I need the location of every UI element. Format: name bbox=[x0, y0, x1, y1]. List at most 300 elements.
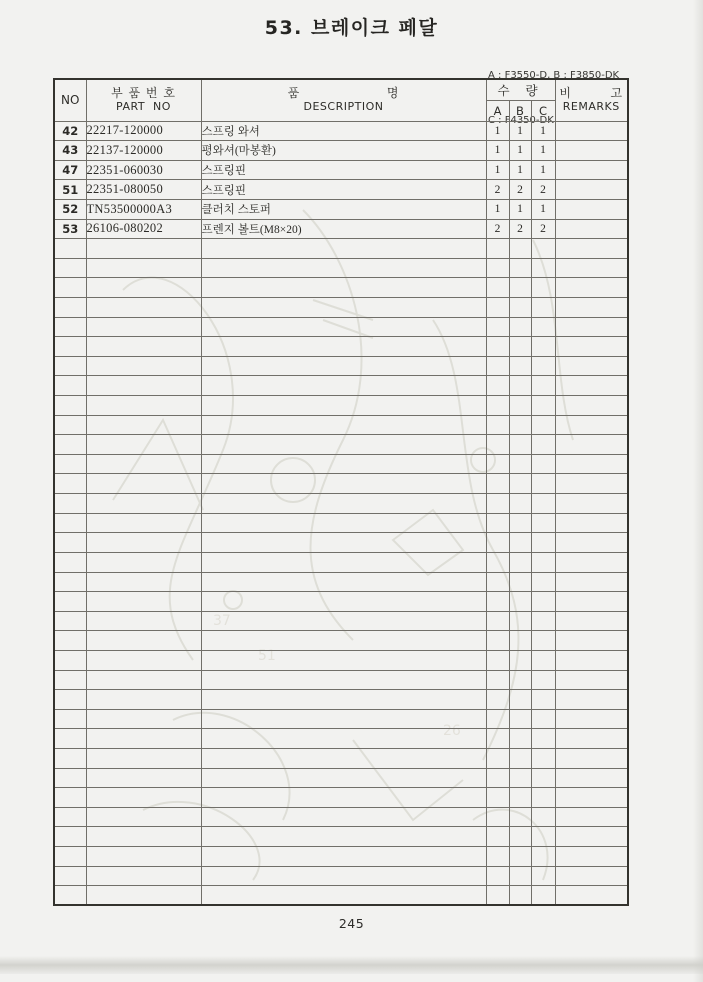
parts-table-body bbox=[54, 121, 628, 905]
cell-description bbox=[201, 866, 486, 886]
cell-description bbox=[201, 788, 486, 808]
cell-remarks bbox=[555, 650, 628, 670]
cell-qty_a bbox=[486, 317, 509, 337]
cell-qty_c bbox=[531, 396, 555, 416]
cell-no bbox=[54, 239, 86, 259]
cell-qty_c bbox=[531, 729, 555, 749]
cell-qty_c bbox=[531, 494, 555, 514]
cell-no bbox=[54, 454, 86, 474]
cell-description bbox=[201, 552, 486, 572]
cell-remarks bbox=[555, 239, 628, 259]
cell-no bbox=[54, 356, 86, 376]
cell-description bbox=[201, 709, 486, 729]
header-qty-col-c: C bbox=[531, 100, 555, 121]
cell-part_no: 22351-080050 bbox=[86, 180, 201, 200]
table-row-empty bbox=[54, 611, 628, 631]
cell-remarks bbox=[555, 827, 628, 847]
table-row-empty bbox=[54, 297, 628, 317]
cell-remarks bbox=[555, 258, 628, 278]
table-row-empty bbox=[54, 807, 628, 827]
cell-remarks bbox=[555, 278, 628, 298]
cell-qty_b bbox=[509, 670, 531, 690]
cell-part_no bbox=[86, 533, 201, 553]
header-remarks-kr: 비 고 bbox=[559, 86, 624, 101]
cell-part_no bbox=[86, 356, 201, 376]
cell-description: 스프링핀 bbox=[201, 160, 486, 180]
cell-description bbox=[201, 690, 486, 710]
cell-no bbox=[54, 317, 86, 337]
cell-qty_c: 1 bbox=[531, 160, 555, 180]
cell-remarks bbox=[555, 572, 628, 592]
header-quantity: 수 량 bbox=[486, 79, 555, 100]
cell-remarks bbox=[555, 886, 628, 906]
cell-qty_c: 2 bbox=[531, 219, 555, 239]
cell-part_no bbox=[86, 631, 201, 651]
cell-qty_b bbox=[509, 572, 531, 592]
variant-note-line-2: C : F4350-DK bbox=[488, 115, 554, 126]
cell-qty_a bbox=[486, 729, 509, 749]
cell-qty_b bbox=[509, 533, 531, 553]
cell-remarks bbox=[555, 749, 628, 769]
header-part-no-en: PART NO bbox=[116, 100, 171, 114]
table-row-empty bbox=[54, 768, 628, 788]
table-row-empty bbox=[54, 788, 628, 808]
table-row-empty bbox=[54, 533, 628, 553]
cell-qty_a bbox=[486, 670, 509, 690]
cell-no: 53 bbox=[54, 219, 86, 239]
cell-part_no bbox=[86, 592, 201, 612]
cell-description bbox=[201, 454, 486, 474]
table-row bbox=[54, 180, 628, 200]
cell-qty_b bbox=[509, 415, 531, 435]
cell-qty_a bbox=[486, 847, 509, 867]
cell-qty_b bbox=[509, 709, 531, 729]
table-row bbox=[54, 199, 628, 219]
table-row-empty bbox=[54, 337, 628, 357]
cell-part_no: TN53500000A3 bbox=[86, 199, 201, 219]
cell-qty_c bbox=[531, 788, 555, 808]
table-row-empty bbox=[54, 278, 628, 298]
cell-qty_a bbox=[486, 474, 509, 494]
cell-qty_a bbox=[486, 278, 509, 298]
header-qty-col-a: A bbox=[486, 100, 509, 121]
cell-remarks bbox=[555, 768, 628, 788]
cell-no bbox=[54, 415, 86, 435]
cell-no bbox=[54, 827, 86, 847]
cell-part_no bbox=[86, 278, 201, 298]
cell-qty_c bbox=[531, 807, 555, 827]
cell-no bbox=[54, 866, 86, 886]
cell-no bbox=[54, 435, 86, 455]
cell-qty_a bbox=[486, 690, 509, 710]
cell-remarks bbox=[555, 513, 628, 533]
header-description bbox=[201, 79, 486, 121]
cell-no bbox=[54, 513, 86, 533]
cell-description bbox=[201, 513, 486, 533]
cell-qty_b bbox=[509, 474, 531, 494]
cell-remarks bbox=[555, 180, 628, 200]
cell-part_no bbox=[86, 709, 201, 729]
cell-qty_a bbox=[486, 258, 509, 278]
cell-no bbox=[54, 494, 86, 514]
cell-qty_a bbox=[486, 866, 509, 886]
cell-part_no bbox=[86, 866, 201, 886]
cell-description bbox=[201, 611, 486, 631]
cell-qty_a bbox=[486, 435, 509, 455]
cell-no bbox=[54, 376, 86, 396]
cell-description bbox=[201, 317, 486, 337]
cell-description bbox=[201, 376, 486, 396]
cell-qty_c bbox=[531, 670, 555, 690]
table-row bbox=[54, 160, 628, 180]
cell-remarks bbox=[555, 709, 628, 729]
cell-part_no bbox=[86, 454, 201, 474]
cell-part_no bbox=[86, 847, 201, 867]
cell-no bbox=[54, 611, 86, 631]
cell-qty_c: 1 bbox=[531, 121, 555, 141]
cell-description bbox=[201, 807, 486, 827]
cell-remarks bbox=[555, 454, 628, 474]
header-description-kr: 품 명 bbox=[287, 86, 400, 101]
cell-part_no bbox=[86, 396, 201, 416]
table-row-empty bbox=[54, 454, 628, 474]
cell-qty_a bbox=[486, 494, 509, 514]
cell-remarks bbox=[555, 611, 628, 631]
cell-qty_c bbox=[531, 415, 555, 435]
cell-part_no bbox=[86, 337, 201, 357]
cell-part_no bbox=[86, 729, 201, 749]
page-number: 245 bbox=[338, 916, 365, 931]
cell-description: 프렌지 볼트(M8×20) bbox=[201, 219, 486, 239]
cell-qty_b bbox=[509, 337, 531, 357]
cell-remarks bbox=[555, 631, 628, 651]
cell-qty_c bbox=[531, 297, 555, 317]
cell-qty_a bbox=[486, 297, 509, 317]
table-row-empty bbox=[54, 513, 628, 533]
table-row-empty bbox=[54, 474, 628, 494]
cell-qty_c: 2 bbox=[531, 180, 555, 200]
cell-part_no bbox=[86, 494, 201, 514]
cell-qty_c bbox=[531, 768, 555, 788]
table-row-empty bbox=[54, 317, 628, 337]
cell-no bbox=[54, 749, 86, 769]
table-row-empty bbox=[54, 592, 628, 612]
cell-no bbox=[54, 631, 86, 651]
cell-part_no bbox=[86, 768, 201, 788]
cell-qty_c bbox=[531, 592, 555, 612]
cell-description bbox=[201, 572, 486, 592]
cell-no bbox=[54, 533, 86, 553]
cell-qty_b bbox=[509, 258, 531, 278]
cell-qty_b bbox=[509, 356, 531, 376]
cell-part_no: 22351-060030 bbox=[86, 160, 201, 180]
cell-remarks bbox=[555, 435, 628, 455]
cell-qty_a bbox=[486, 611, 509, 631]
cell-no: 42 bbox=[54, 121, 86, 141]
cell-qty_a bbox=[486, 396, 509, 416]
cell-description bbox=[201, 278, 486, 298]
cell-description bbox=[201, 435, 486, 455]
cell-qty_b bbox=[509, 827, 531, 847]
cell-remarks bbox=[555, 141, 628, 161]
cell-qty_b bbox=[509, 297, 531, 317]
cell-qty_c: 1 bbox=[531, 141, 555, 161]
cell-remarks bbox=[555, 670, 628, 690]
cell-description bbox=[201, 592, 486, 612]
cell-description bbox=[201, 670, 486, 690]
table-row-empty bbox=[54, 650, 628, 670]
cell-qty_b bbox=[509, 376, 531, 396]
cell-qty_a: 1 bbox=[486, 141, 509, 161]
cell-qty_a bbox=[486, 650, 509, 670]
cell-no: 51 bbox=[54, 180, 86, 200]
cell-qty_c bbox=[531, 886, 555, 906]
svg-text:51: 51 bbox=[258, 648, 276, 664]
cell-no bbox=[54, 258, 86, 278]
cell-qty_b bbox=[509, 886, 531, 906]
cell-qty_c bbox=[531, 337, 555, 357]
cell-qty_c bbox=[531, 474, 555, 494]
cell-qty_c bbox=[531, 258, 555, 278]
cell-qty_a bbox=[486, 513, 509, 533]
cell-description bbox=[201, 396, 486, 416]
cell-qty_a bbox=[486, 631, 509, 651]
cell-remarks bbox=[555, 317, 628, 337]
cell-description bbox=[201, 847, 486, 867]
cell-qty_c bbox=[531, 611, 555, 631]
cell-description bbox=[201, 494, 486, 514]
cell-qty_b bbox=[509, 278, 531, 298]
cell-remarks bbox=[555, 415, 628, 435]
cell-no bbox=[54, 847, 86, 867]
cell-description bbox=[201, 768, 486, 788]
cell-qty_a: 1 bbox=[486, 160, 509, 180]
svg-text:37: 37 bbox=[213, 613, 231, 629]
cell-description: 스프링핀 bbox=[201, 180, 486, 200]
cell-remarks bbox=[555, 376, 628, 396]
cell-qty_c bbox=[531, 827, 555, 847]
cell-description bbox=[201, 729, 486, 749]
cell-qty_c bbox=[531, 650, 555, 670]
cell-qty_b bbox=[509, 317, 531, 337]
table-row bbox=[54, 219, 628, 239]
cell-qty_c bbox=[531, 513, 555, 533]
cell-part_no bbox=[86, 886, 201, 906]
cell-qty_b bbox=[509, 239, 531, 259]
cell-qty_c: 1 bbox=[531, 199, 555, 219]
cell-description bbox=[201, 258, 486, 278]
table-row bbox=[54, 141, 628, 161]
cell-description bbox=[201, 650, 486, 670]
table-row-empty bbox=[54, 866, 628, 886]
cell-remarks bbox=[555, 533, 628, 553]
cell-no bbox=[54, 807, 86, 827]
cell-remarks bbox=[555, 866, 628, 886]
cell-no bbox=[54, 690, 86, 710]
cell-qty_a bbox=[486, 356, 509, 376]
table-row-empty bbox=[54, 690, 628, 710]
table-row-empty bbox=[54, 827, 628, 847]
cell-remarks bbox=[555, 474, 628, 494]
cell-qty_a bbox=[486, 376, 509, 396]
cell-qty_c bbox=[531, 749, 555, 769]
table-row-empty bbox=[54, 494, 628, 514]
cell-description bbox=[201, 415, 486, 435]
cell-part_no bbox=[86, 415, 201, 435]
cell-part_no bbox=[86, 513, 201, 533]
cell-part_no bbox=[86, 474, 201, 494]
cell-qty_c bbox=[531, 533, 555, 553]
header-no: NO bbox=[54, 79, 86, 121]
table-row-empty bbox=[54, 258, 628, 278]
cell-qty_a bbox=[486, 572, 509, 592]
cell-no bbox=[54, 297, 86, 317]
cell-qty_b bbox=[509, 650, 531, 670]
cell-qty_c bbox=[531, 356, 555, 376]
cell-qty_b: 2 bbox=[509, 219, 531, 239]
cell-remarks bbox=[555, 396, 628, 416]
cell-qty_b bbox=[509, 690, 531, 710]
svg-text:26: 26 bbox=[443, 723, 461, 739]
cell-description bbox=[201, 886, 486, 906]
cell-description bbox=[201, 533, 486, 553]
cell-qty_b: 2 bbox=[509, 180, 531, 200]
cell-qty_b bbox=[509, 494, 531, 514]
cell-remarks bbox=[555, 592, 628, 612]
scan-edge-artifact-bottom bbox=[0, 956, 703, 974]
cell-qty_c bbox=[531, 435, 555, 455]
cell-qty_c bbox=[531, 709, 555, 729]
cell-no: 47 bbox=[54, 160, 86, 180]
cell-no: 43 bbox=[54, 141, 86, 161]
cell-qty_a bbox=[486, 749, 509, 769]
cell-remarks bbox=[555, 337, 628, 357]
cell-qty_b bbox=[509, 396, 531, 416]
cell-part_no bbox=[86, 690, 201, 710]
table-row-empty bbox=[54, 729, 628, 749]
cell-part_no: 26106-080202 bbox=[86, 219, 201, 239]
cell-qty_b bbox=[509, 749, 531, 769]
cell-remarks bbox=[555, 160, 628, 180]
cell-remarks bbox=[555, 690, 628, 710]
cell-qty_a: 2 bbox=[486, 219, 509, 239]
table-row-empty bbox=[54, 415, 628, 435]
cell-part_no: 22217-120000 bbox=[86, 121, 201, 141]
header-part-no-kr: 부 품 번 호 bbox=[111, 86, 176, 101]
cell-qty_b bbox=[509, 866, 531, 886]
header-part-no bbox=[86, 79, 201, 121]
cell-description bbox=[201, 749, 486, 769]
cell-qty_b bbox=[509, 788, 531, 808]
header-description-en: DESCRIPTION bbox=[303, 100, 384, 114]
cell-qty_a bbox=[486, 768, 509, 788]
cell-qty_c bbox=[531, 454, 555, 474]
cell-part_no bbox=[86, 435, 201, 455]
cell-part_no bbox=[86, 552, 201, 572]
parts-table-header bbox=[54, 79, 628, 121]
table-row-empty bbox=[54, 847, 628, 867]
cell-description: 클러치 스토퍼 bbox=[201, 199, 486, 219]
cell-part_no bbox=[86, 827, 201, 847]
cell-qty_c bbox=[531, 866, 555, 886]
cell-no bbox=[54, 709, 86, 729]
table-row-empty bbox=[54, 709, 628, 729]
cell-part_no bbox=[86, 258, 201, 278]
cell-qty_a bbox=[486, 827, 509, 847]
cell-part_no bbox=[86, 650, 201, 670]
cell-qty_a bbox=[486, 552, 509, 572]
cell-no bbox=[54, 886, 86, 906]
cell-no bbox=[54, 592, 86, 612]
cell-qty_a bbox=[486, 788, 509, 808]
cell-qty_a bbox=[486, 239, 509, 259]
cell-qty_a bbox=[486, 415, 509, 435]
cell-qty_c bbox=[531, 690, 555, 710]
cell-qty_c bbox=[531, 572, 555, 592]
scan-edge-artifact-right bbox=[693, 0, 703, 982]
cell-part_no bbox=[86, 749, 201, 769]
cell-qty_b bbox=[509, 552, 531, 572]
cell-description bbox=[201, 337, 486, 357]
cell-qty_a bbox=[486, 709, 509, 729]
cell-no bbox=[54, 788, 86, 808]
table-row-empty bbox=[54, 572, 628, 592]
cell-qty_b bbox=[509, 729, 531, 749]
cell-remarks bbox=[555, 788, 628, 808]
cell-no bbox=[54, 552, 86, 572]
cell-description bbox=[201, 474, 486, 494]
cell-remarks bbox=[555, 121, 628, 141]
cell-remarks bbox=[555, 297, 628, 317]
cell-part_no bbox=[86, 572, 201, 592]
cell-qty_b bbox=[509, 592, 531, 612]
table-row-empty bbox=[54, 631, 628, 651]
table-row-empty bbox=[54, 670, 628, 690]
cell-part_no bbox=[86, 670, 201, 690]
cell-qty_a bbox=[486, 592, 509, 612]
cell-qty_c bbox=[531, 376, 555, 396]
cell-qty_b bbox=[509, 513, 531, 533]
header-qty-col-b: B bbox=[509, 100, 531, 121]
cell-qty_a bbox=[486, 454, 509, 474]
cell-description: 평와셔(마봉환) bbox=[201, 141, 486, 161]
cell-no: 52 bbox=[54, 199, 86, 219]
cell-qty_c bbox=[531, 552, 555, 572]
cell-no bbox=[54, 278, 86, 298]
table-row bbox=[54, 121, 628, 141]
cell-part_no bbox=[86, 788, 201, 808]
cell-part_no bbox=[86, 376, 201, 396]
header-remarks-en: REMARKS bbox=[562, 100, 620, 114]
cell-remarks bbox=[555, 199, 628, 219]
cell-qty_a bbox=[486, 807, 509, 827]
cell-qty_a bbox=[486, 886, 509, 906]
cell-no bbox=[54, 670, 86, 690]
cell-qty_a: 1 bbox=[486, 199, 509, 219]
table-row-empty bbox=[54, 396, 628, 416]
table-row-empty bbox=[54, 435, 628, 455]
cell-no bbox=[54, 768, 86, 788]
cell-description bbox=[201, 827, 486, 847]
cell-description bbox=[201, 631, 486, 651]
cell-qty_b: 1 bbox=[509, 121, 531, 141]
cell-qty_a: 2 bbox=[486, 180, 509, 200]
cell-qty_b bbox=[509, 611, 531, 631]
parts-table bbox=[53, 78, 629, 906]
cell-qty_b bbox=[509, 435, 531, 455]
cell-qty_c bbox=[531, 847, 555, 867]
cell-no bbox=[54, 729, 86, 749]
